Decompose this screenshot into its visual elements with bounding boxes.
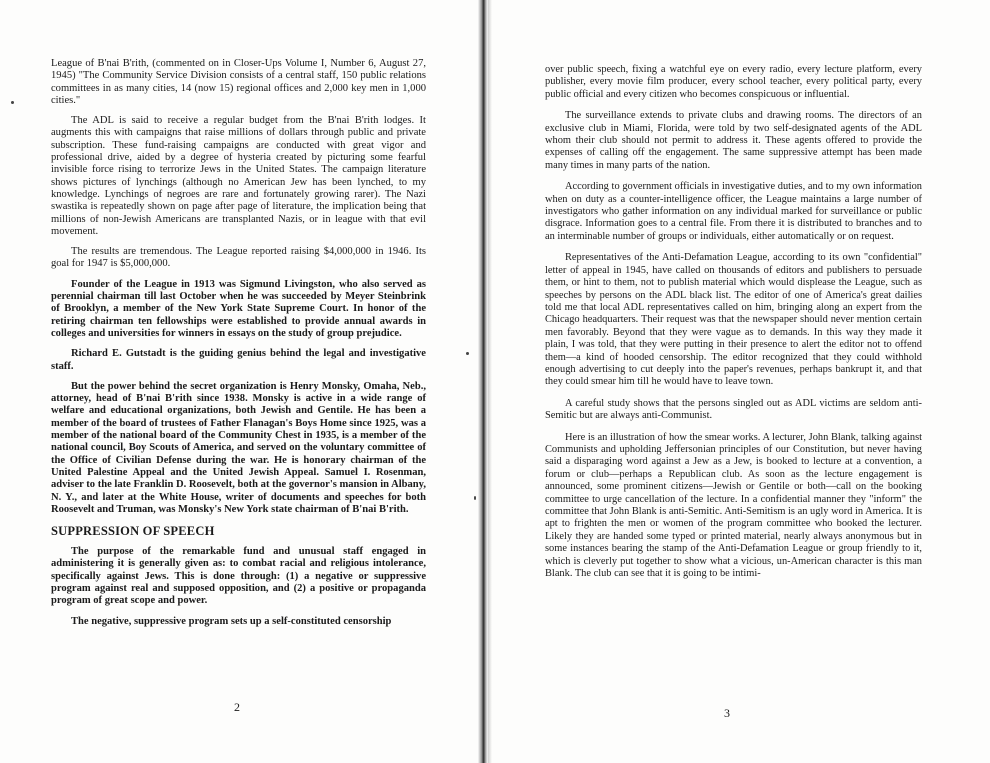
left-paragraph: Richard E. Gutstadt is the guiding genius behind the legal and investigative staff.	[51, 348, 426, 372]
left-page	[0, 0, 480, 763]
right-paragraph: A careful study shows that the persons singled out as ADL victims are seldom anti-Semitic but are always anti-Communist.	[545, 397, 922, 422]
left-paragraph: But the power behind the secret organization is Henry Monsky, Omaha, Neb., attorney, head of B'nai B'rith since 1938. Monsky is active in a wide range of welfare and educational organizations, both Jewish and Gentile. He has been a member of the board of trustees of Father Flanagan's Boys Home since 1925, was a member of the national board of the Community Chest in 1935, is a member of the national council, Boy Scouts of America, and served on the voluntary committee of the Office of Civilian Defense during the war. He is honorary chairman of the United Palestine Appeal and the United Jewish Appeal. Samuel I. Rosenman, adviser to the late Franklin D. Roosevelt, both at the governor's mansion in Albany, N. Y., and later at the White House, writer of documents and speeches for both Roosevelt and Truman, was Monsky's New York state chairman of B'nai B'rith.	[51, 380, 426, 515]
left-paragraph: The ADL is said to receive a regular budget from the B'nai B'rith lodges. It augments this with campaigns that raise millions of dollars through public and private subscription. These fund-raising campaigns are conducted with great vigor and professional drive, aided by a degree of hysteria created by picturing some fearful invisible force rising to terrorize Jews in the United States. The campaign literature shows pictures of lynchings (although no American Jew has been lynched, to my knowledge. Lynchings of negroes are rare and fortunately growing rarer). The Nazi swastika is repeatedly shown on page after page of literature, the implication being that millions of non-Jewish Americans are transplanted Nazis, or in league with that evil movement.	[51, 115, 426, 237]
page-number: 3	[724, 706, 730, 720]
section-heading: SUPPRESSION OF SPEECH	[51, 524, 215, 539]
left-paragraph: The results are tremendous. The League reported raising $4,000,000 in 1946. Its goal for 1947 is $5,000,000.	[51, 246, 426, 270]
scan-speck	[11, 101, 14, 104]
left-paragraph: The negative, suppressive program sets up a self-constituted censorship	[71, 615, 392, 627]
right-paragraph: Here is an illustration of how the smear works. A lecturer, John Blank, talking against Communists and upholding Jeffersonian principles of our Constitution, but never having said a disparaging word against a Jew as a Jew, is booked to lecture at a convention, a forum or club—perhaps a Republican club. As soon as the lecture engagement is announced, some prominent citizens—Jewish or Gentile or both—call on the booking committee to urge cancellation of the lecture. In a confidential manner they "inform" the committee that John Blank is anti-Semitic. Anti-Semitism is an ugly word in America. It is apt to frighten the men or women of the program committee who booked the lecturer. Likely they are handed some typed or printed material, nearly always anonymous but in some instances bearing the stamp of the Anti-Defamation League or group friendly to it, which is cleverly put together to show what a vicious, un-American character is this man Blank. The club can see that it is going to be intimi-	[545, 431, 922, 580]
page-number: 2	[234, 700, 240, 714]
scan-speck	[474, 496, 476, 500]
left-paragraph: Founder of the League in 1913 was Sigmund Livingston, who also served as perennial chairman till last October when he was succeeded by Meyer Steinbrink of Brooklyn, a member of the New York State Supreme Court. In honor of the retiring chairman ten fellowships were established to provide annual awards in colleges and universities for winners in essays on the study of group prejudice.	[51, 278, 426, 339]
right-paragraph: The surveillance extends to private clubs and drawing rooms. The directors of an exclusive club in Miami, Florida, were told by two self-designated agents of the ADL whom their club should not permit to address it. These agents offered to provide the expenses of calling off the engagement. The same suppressive attempt has been made many times in many parts of the nation.	[545, 110, 922, 171]
right-paragraph: According to government officials in investigative duties, and to my own information when on duty as a counter-intelligence officer, the League maintains a large number of investigators who gather information on any individual marked for surveillance or public disgrace. Information goes to a central file. From there it is distributed to branches and to an interminable number of groups or individuals, either automatically or on request.	[545, 181, 922, 242]
right-paragraph: Representatives of the Anti-Defamation League, according to its own "confidential" letter of appeal in 1945, have called on thousands of editors and publishers to persuade them, or hint to them, not to publish material which would displease the League, such as speeches by persons on the ADL black list. The editor of one of America's great dailies told me that local ADL representatives called on him, bringing along an expert from the Chicago headquarters. Their request was that the newspaper should never mention certain men favorably. Beyond that they were vague as to demands. In this way they made it plain, I was told, that they were putting in their presence to alert the editor not to offend them—a kind of hooded censorship. The editor recognized that they could withhold enough advertising to cut deeply into the paper's revenues, perhaps bankrupt it, and that they could smear him till he would have to leave town.	[545, 252, 922, 388]
scan-speck	[466, 352, 469, 355]
left-paragraph: The purpose of the remarkable fund and unusual staff engaged in administering it is generally given as: to combat racial and religious intolerance, specifically against Jews. This is done through: (1) a negative or suppressive program against real and supposed opposition, and (2) a positive or propaganda program of great scope and power.	[51, 546, 426, 607]
right-page	[487, 0, 990, 763]
left-paragraph: League of B'nai B'rith, (commented on in Closer-Ups Volume I, Number 6, August 27, 1945) "The Community Service Division consists of a central staff, 150 public relations committees in as many cities, 14 (now 15) regional offices and 2,000 key men in 1,000 cities."	[51, 58, 426, 106]
right-paragraph: over public speech, fixing a watchful eye on every radio, every lecture platform, every publisher, every movie film producer, every school teacher, every political party, every public official and every citizen who becomes conspicuous or influential.	[545, 64, 922, 100]
